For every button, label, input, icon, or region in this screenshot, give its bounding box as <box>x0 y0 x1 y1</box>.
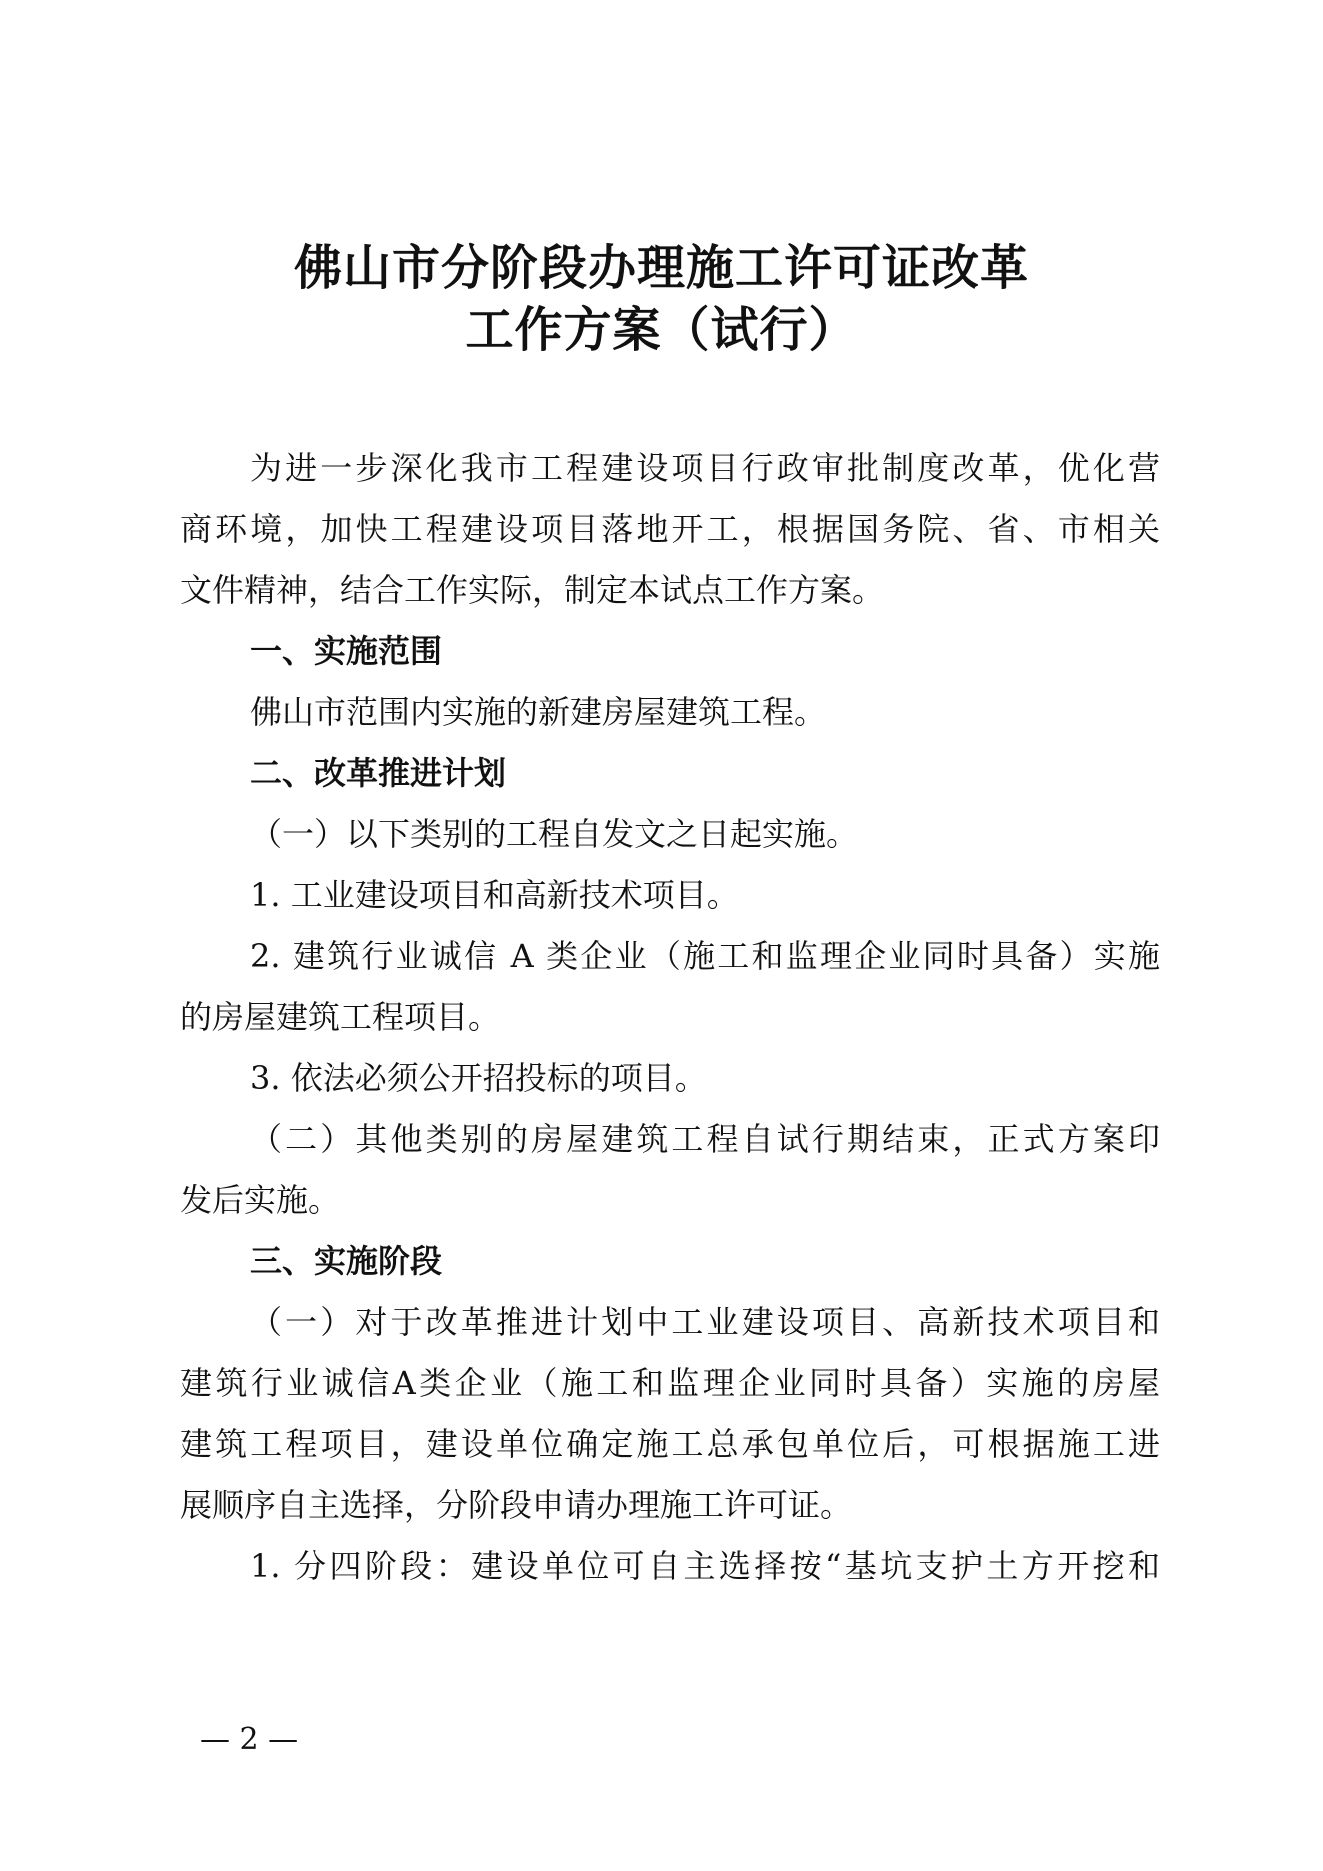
intro-paragraph-line-3: 文件精神，结合工作实际，制定本试点工作方案。 <box>180 571 885 609</box>
section-1-heading: 一、实施范围 <box>250 632 443 670</box>
section-2-sub-2-line-1: （二）其他类别的房屋建筑工程自试行期结束，正式方案印 <box>250 1120 1160 1158</box>
section-3-item-1: 1. 分四阶段：建设单位可自主选择按“基坑支护土方开挖和 <box>250 1547 1160 1585</box>
section-2-item-3: 3. 依法必须公开招投标的项目。 <box>250 1059 707 1097</box>
intro-paragraph-line-2: 商环境，加快工程建设项目落地开工，根据国务院、省、市相关 <box>180 510 1160 548</box>
document-title-line-2: 工作方案（试行） <box>465 302 858 358</box>
section-1-text: 佛山市范围内实施的新建房屋建筑工程。 <box>250 693 827 731</box>
document-title-line-1: 佛山市分阶段办理施工许可证改革 <box>293 240 1029 296</box>
section-3-sub-1-line-4: 展顺序自主选择，分阶段申请办理施工许可证。 <box>180 1486 853 1524</box>
page-number: — 2 — <box>200 1722 299 1757</box>
section-3-sub-1-line-2: 建筑行业诚信A类企业（施工和监理企业同时具备）实施的房屋 <box>180 1364 1160 1402</box>
section-2-item-1: 1. 工业建设项目和高新技术项目。 <box>250 876 739 914</box>
section-2-sub-1: （一）以下类别的工程自发文之日起实施。 <box>250 815 859 853</box>
intro-paragraph-line-1: 为进一步深化我市工程建设项目行政审批制度改革，优化营 <box>250 449 1160 487</box>
section-2-item-2-line-2: 的房屋建筑工程项目。 <box>180 998 501 1036</box>
section-3-heading: 三、实施阶段 <box>250 1242 443 1280</box>
section-3-sub-1-line-1: （一）对于改革推进计划中工业建设项目、高新技术项目和 <box>250 1303 1160 1341</box>
section-3-sub-1-line-3: 建筑工程项目，建设单位确定施工总承包单位后，可根据施工进 <box>180 1425 1160 1463</box>
section-2-item-2-line-1: 2. 建筑行业诚信 A 类企业（施工和监理企业同时具备）实施 <box>250 937 1160 975</box>
section-2-heading: 二、改革推进计划 <box>250 754 507 792</box>
section-2-sub-2-line-2: 发后实施。 <box>180 1181 341 1219</box>
